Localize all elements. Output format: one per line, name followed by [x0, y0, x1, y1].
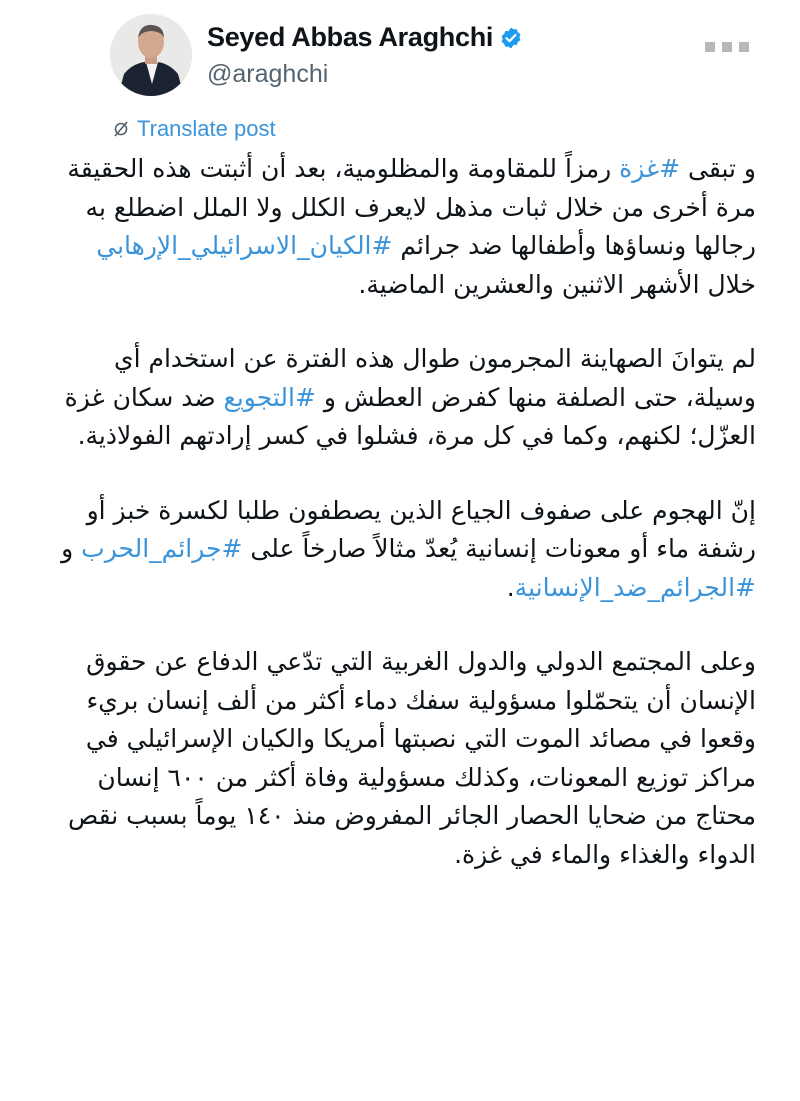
more-horizontal-icon — [705, 42, 715, 52]
translate-post-label: Translate post — [137, 116, 276, 141]
post-paragraph-4: وعلى المجتمع الدولي والدول الغربية التي تدّعي الدفاع عن حقوق الإنسان أن يتحمّلوا مسؤولية سفك دماء أكثر من ألف إنسان بريء وقعوا في مصائد الموت التي نصبتها أمريكا والكيان الإسرائيلي في مراكز توزيع المعونات، وكذلك مسؤولية وفاة أكثر من ٦٠٠ إنسان محتاج من ضحايا الحصار الجائر المفروض منذ ١٤٠ يوماً بسبب نقص الدواء والغذاء والماء في غزة. — [68, 647, 756, 869]
text: لم يتوانَ الصهاينة المجرمون طوال هذه الفترة عن استخدام أي وسيلة، حتى الصلفة منها كفرض العطش و — [114, 344, 756, 412]
avatar-photo — [110, 14, 192, 96]
translate-post-button[interactable] — [113, 116, 276, 142]
text: إنّ الهجوم على صفوف الجياع الذين يصطفون طلبا لكسرة خبز أو رشفة ماء أو معونات إنسانية يُعدّ مثالاً صارخاً على — [86, 495, 756, 563]
globe-translate-icon — [113, 120, 129, 138]
author-row — [207, 22, 523, 53]
post-paragraph-1 — [56, 150, 756, 304]
text: خلال الأشهر الاثنين والعشرين الماضية. — [358, 269, 756, 299]
verified-badge-icon — [499, 26, 523, 50]
avatar[interactable] — [110, 14, 192, 96]
hashtag-israeli-entity[interactable]: #الكيان_الاسرائيلي_الإرهابي — [96, 231, 393, 260]
hashtag-gaza[interactable]: #غزة — [619, 154, 681, 183]
post-body — [56, 150, 756, 874]
post-header — [0, 0, 800, 110]
post-paragraph-3 — [56, 492, 756, 608]
hashtag-crimes-against-humanity[interactable]: #الجرائم_ضد_الإنسانية — [514, 572, 756, 602]
hashtag-starvation[interactable]: #التجويع — [223, 382, 316, 412]
more-horizontal-icon — [722, 42, 732, 52]
post-paragraph-2 — [56, 340, 756, 456]
more-horizontal-icon — [739, 42, 749, 52]
hashtag-war-crimes[interactable]: #جرائم_الحرب — [81, 534, 243, 563]
author-name[interactable]: Seyed Abbas Araghchi — [207, 22, 494, 52]
author-handle[interactable]: @araghchi — [207, 60, 329, 88]
text: رمزاً للمقاومة والمظلومية، بعد أن أثبتت هذه الحقيقة مرة أخرى من خلال ثبات مذهل لايعرف الكلل ولا الملل اضطلع به رجالها ونساؤها وأطفالها ضد جرائم — [67, 154, 756, 260]
text: ضد سكان غزة العزّل؛ لكنهم، وكما في كل مرة، فشلوا في كسر إرادتهم الفولاذية. — [64, 382, 756, 450]
text: و تبقى — [680, 154, 756, 183]
text: و — [61, 534, 82, 563]
more-options-button[interactable] — [705, 42, 749, 52]
text: . — [506, 572, 515, 602]
